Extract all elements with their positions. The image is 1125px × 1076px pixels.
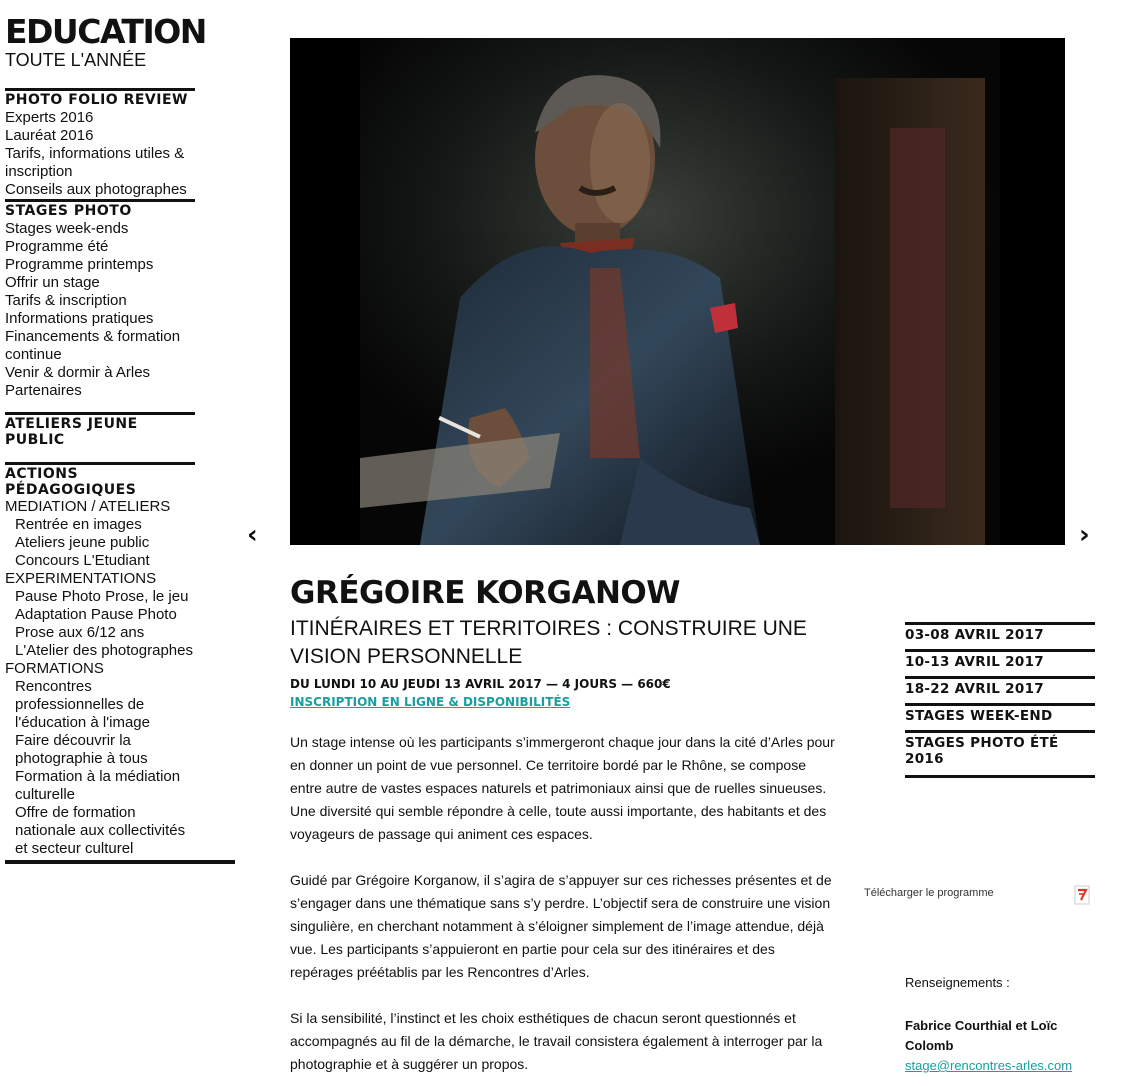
- sidebar-section-stages: [5, 199, 195, 412]
- sidebar-item-venir-dormir[interactable]: Venir & dormir à Arles: [5, 364, 151, 381]
- sidebar-item-atelier-photographes[interactable]: L'Atelier des photographes: [15, 642, 193, 659]
- sidebar-item-formation-mediation[interactable]: Formation à la médiation culturelle: [15, 768, 181, 803]
- session-link-ete-2016[interactable]: STAGES PHOTO ÉTÉ 2016: [905, 730, 1095, 775]
- session-list-bottom-rule: [905, 775, 1095, 778]
- stage-dates-price: DU LUNDI 10 AU JEUDI 13 AVRIL 2017 — 4 JOURS — 660€: [290, 677, 671, 691]
- session-list: [905, 622, 1095, 778]
- sidebar-item-ateliers-jeune[interactable]: Ateliers jeune public: [15, 534, 150, 551]
- contact-email-link[interactable]: stage@rencontres-arles.com: [905, 1058, 1073, 1073]
- carousel-next-icon[interactable]: ›: [1079, 520, 1090, 550]
- article-paragraph: Guidé par Grégoire Korganow, il s’agira de s’appuyer sur ces richesses présentes et de s’engager dans une thématique sans s’y perdre. L’objectif sera de construire une vision singulière, en cherchant notamment à s’éloigner simplement de l’image attendue, déjà vue. Les participants s’appuieront en partie pour cela sur des itinéraires et des repérages préétablis par les Rencontres d’Arles.: [290, 872, 832, 980]
- sidebar-item-concours[interactable]: Concours L'Etudiant: [15, 552, 150, 569]
- sidebar-item-tarifs[interactable]: Tarifs & inscription: [5, 292, 127, 309]
- sidebar-item-experts[interactable]: Experts 2016: [5, 109, 94, 126]
- sidebar-item-partenaires[interactable]: Partenaires: [5, 382, 82, 399]
- sidebar-spacer: [5, 400, 195, 412]
- article-paragraph: Si la sensibilité, l’instinct et les choix esthétiques de chacun seront questionnés et accompagnés au fil de la démarche, le travail consistera également à interroger par la photographie et à suggérer un propos.: [290, 1010, 823, 1072]
- sidebar-title[interactable]: EDUCATION: [5, 12, 206, 51]
- sidebar-item-laureat[interactable]: Lauréat 2016: [5, 127, 94, 144]
- sidebar-heading-ateliers[interactable]: ATELIERS JEUNE PUBLIC: [5, 416, 138, 448]
- sidebar-item-offrir-stage[interactable]: Offrir un stage: [5, 274, 100, 291]
- sidebar: [5, 14, 235, 864]
- download-program[interactable]: [864, 887, 1094, 899]
- contact-info: [905, 974, 1105, 1076]
- sidebar-item-mediation[interactable]: MEDIATION / ATELIERS: [5, 498, 171, 515]
- sidebar-item-formations[interactable]: FORMATIONS: [5, 660, 104, 677]
- sidebar-subtitle: TOUTE L'ANNÉE: [5, 50, 147, 70]
- session-link-18-22-avril[interactable]: 18-22 AVRIL 2017: [905, 676, 1095, 703]
- sidebar-item-faire-decouvrir[interactable]: Faire découvrir la photographie à tous: [15, 732, 148, 767]
- sidebar-section-ateliers: [5, 412, 195, 462]
- sidebar-spacer: [5, 448, 195, 462]
- sidebar-item-programme-ete[interactable]: Programme été: [5, 238, 109, 255]
- sidebar-item-programme-printemps[interactable]: Programme printemps: [5, 256, 154, 273]
- sidebar-item-stages-weekends[interactable]: Stages week-ends: [5, 220, 129, 237]
- pdf-icon[interactable]: [1074, 885, 1090, 908]
- sidebar-item-financements[interactable]: Financements & formation continue: [5, 328, 181, 363]
- article: [290, 573, 835, 1076]
- artist-name: GRÉGOIRE KORGANOW: [290, 575, 680, 611]
- sidebar-heading-stages[interactable]: STAGES PHOTO: [5, 203, 132, 219]
- sidebar-heading-photo-folio[interactable]: PHOTO FOLIO REVIEW: [5, 92, 188, 108]
- signup-link[interactable]: INSCRIPTION EN LIGNE & DISPONIBILITÉS: [290, 695, 571, 709]
- sidebar-item-rentree[interactable]: Rentrée en images: [15, 516, 142, 533]
- sidebar-bottom-rule: [5, 860, 235, 864]
- carousel-prev-icon[interactable]: ‹: [247, 520, 258, 550]
- carousel-photo[interactable]: [290, 38, 1065, 545]
- portrait-photo-illustration: [290, 38, 1065, 545]
- session-link-10-13-avril[interactable]: 10-13 AVRIL 2017: [905, 649, 1095, 676]
- sidebar-item-experimentations[interactable]: EXPERIMENTATIONS: [5, 570, 157, 587]
- contact-label: Renseignements :: [905, 975, 1010, 990]
- sidebar-item-offre-formation[interactable]: Offre de formation nationale aux collectivités et secteur culturel: [15, 804, 186, 857]
- sidebar-section-actions: [5, 462, 195, 858]
- session-link-week-end[interactable]: STAGES WEEK-END: [905, 703, 1095, 730]
- sidebar-item-conseils[interactable]: Conseils aux photographes: [5, 181, 187, 198]
- sidebar-section-photo-folio: [5, 88, 195, 199]
- contact-names: Fabrice Courthial et Loïc Colomb: [905, 1018, 1058, 1053]
- stage-title: ITINÉRAIRES ET TERRITOIRES : CONSTRUIRE UNE VISION PERSONNELLE: [290, 617, 807, 668]
- sidebar-heading-actions[interactable]: ACTIONS PÉDAGOGIQUES: [5, 466, 137, 498]
- sidebar-item-adaptation[interactable]: Adaptation Pause Photo Prose aux 6/12 ans: [15, 606, 177, 641]
- download-label[interactable]: Télécharger le programme: [864, 887, 994, 899]
- article-paragraph: Un stage intense où les participants s’immergeront chaque jour dans la cité d’Arles pour en donner un point de vue personnel. Ce territoire bordé par le Rhône, se compose entre autre de vastes espaces naturels et patrimoniaux ainsi que de ruelles sinueuses. Une diversité qui semble répondre à celle, toute aussi importante, des habitants et des voyageurs de passage qui animent ces espaces.: [290, 734, 835, 842]
- sidebar-item-tarifs-inscription[interactable]: Tarifs, informations utiles & inscription: [5, 145, 185, 180]
- sidebar-item-pause-photo[interactable]: Pause Photo Prose, le jeu: [15, 588, 189, 605]
- sidebar-item-informations-pratiques[interactable]: Informations pratiques: [5, 310, 154, 327]
- sidebar-item-rencontres-pro[interactable]: Rencontres professionnelles de l'éducation à l'image: [15, 678, 150, 731]
- session-link-03-08-avril[interactable]: 03-08 AVRIL 2017: [905, 622, 1095, 649]
